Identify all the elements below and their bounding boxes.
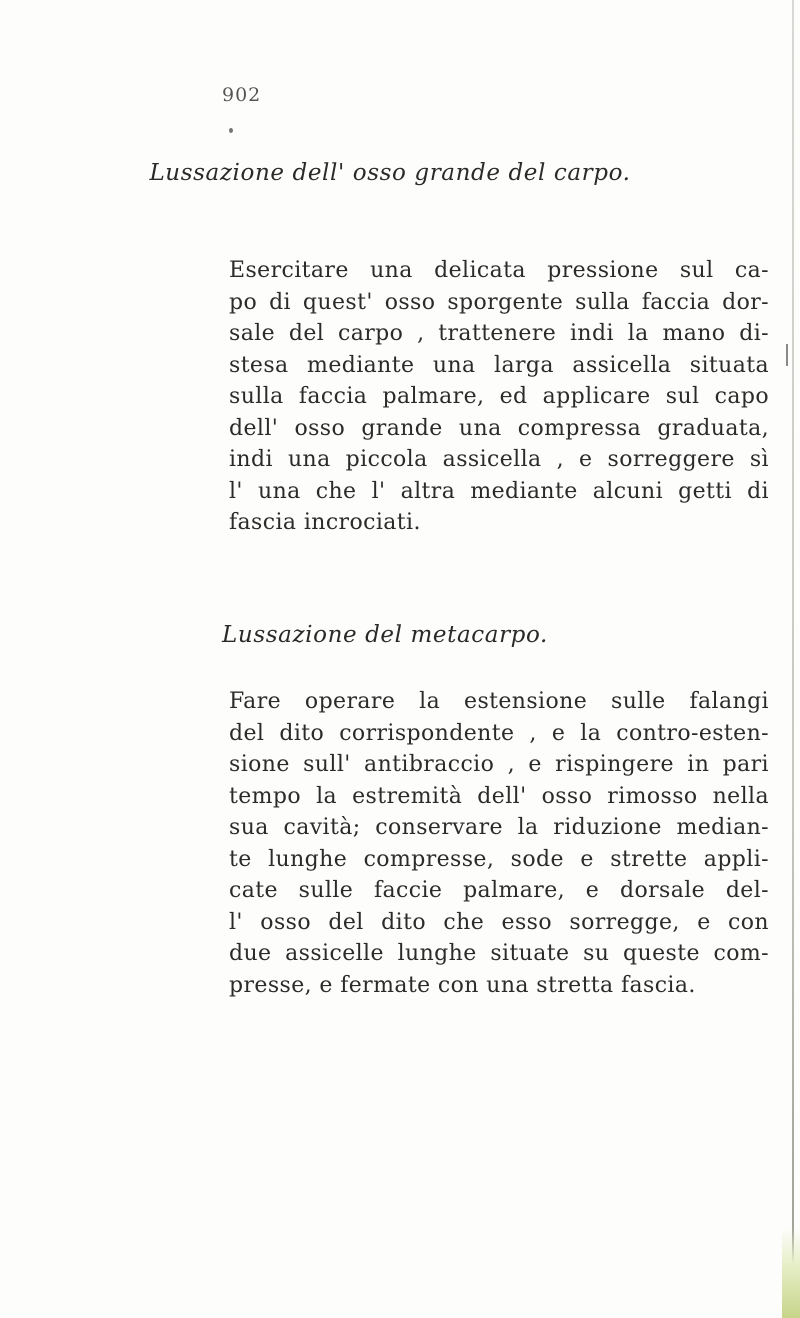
page-number: 902 <box>222 84 262 106</box>
paragraph-line: sua cavità; conservare la riduzione median- <box>229 815 769 840</box>
paragraph-line: Fare operare la estensione sulle falangi <box>229 689 769 714</box>
paragraph-line: due assicelle lunghe situate su queste com- <box>229 941 769 966</box>
margin-mark <box>786 344 788 366</box>
section-heading: Lussazione dell' osso grande del carpo. <box>149 160 631 186</box>
paragraph-line: te lunghe compresse, sode e strette appli- <box>229 846 769 872</box>
paragraph-line: presse, e fermate con una stretta fascia. <box>229 972 696 998</box>
paragraph-line: l' osso del dito che esso sorregge, e con <box>229 909 769 935</box>
paragraph-line: stesa mediante una larga assicella situata <box>229 352 769 378</box>
paragraph-line: indi una piccola assicella , e sorreggere sì <box>229 447 769 472</box>
page-edge-stain <box>782 1228 800 1318</box>
paragraph-line: sulla faccia palmare, ed applicare sul capo <box>229 384 769 409</box>
paragraph-line: del dito corrispondente , e la contro-esten- <box>229 720 769 746</box>
paragraph-line: cate sulle faccie palmare, e dorsale del- <box>229 878 769 903</box>
paragraph-line: sione sull' antibraccio , e rispingere in pari <box>229 752 769 777</box>
paragraph-line: dell' osso grande una compressa graduata, <box>229 415 769 441</box>
paragraph-line: po di quest' osso sporgente sulla faccia dor- <box>229 289 769 315</box>
section-paragraph <box>229 255 769 539</box>
page-edge <box>792 0 794 1318</box>
paragraph-line: Esercitare una delicata pressione sul ca- <box>229 258 769 283</box>
section-paragraph <box>229 686 769 1001</box>
paragraph-line: sale del carpo , trattenere indi la mano di- <box>229 321 769 346</box>
paragraph-line: tempo la estremità dell' osso rimosso nella <box>229 783 769 809</box>
paragraph-line: fascia incrociati. <box>229 510 421 535</box>
paragraph-line: l' una che l' altra mediante alcuni getti di <box>229 478 769 504</box>
section-heading: Lussazione del metacarpo. <box>222 622 548 648</box>
ink-speck <box>229 128 233 133</box>
